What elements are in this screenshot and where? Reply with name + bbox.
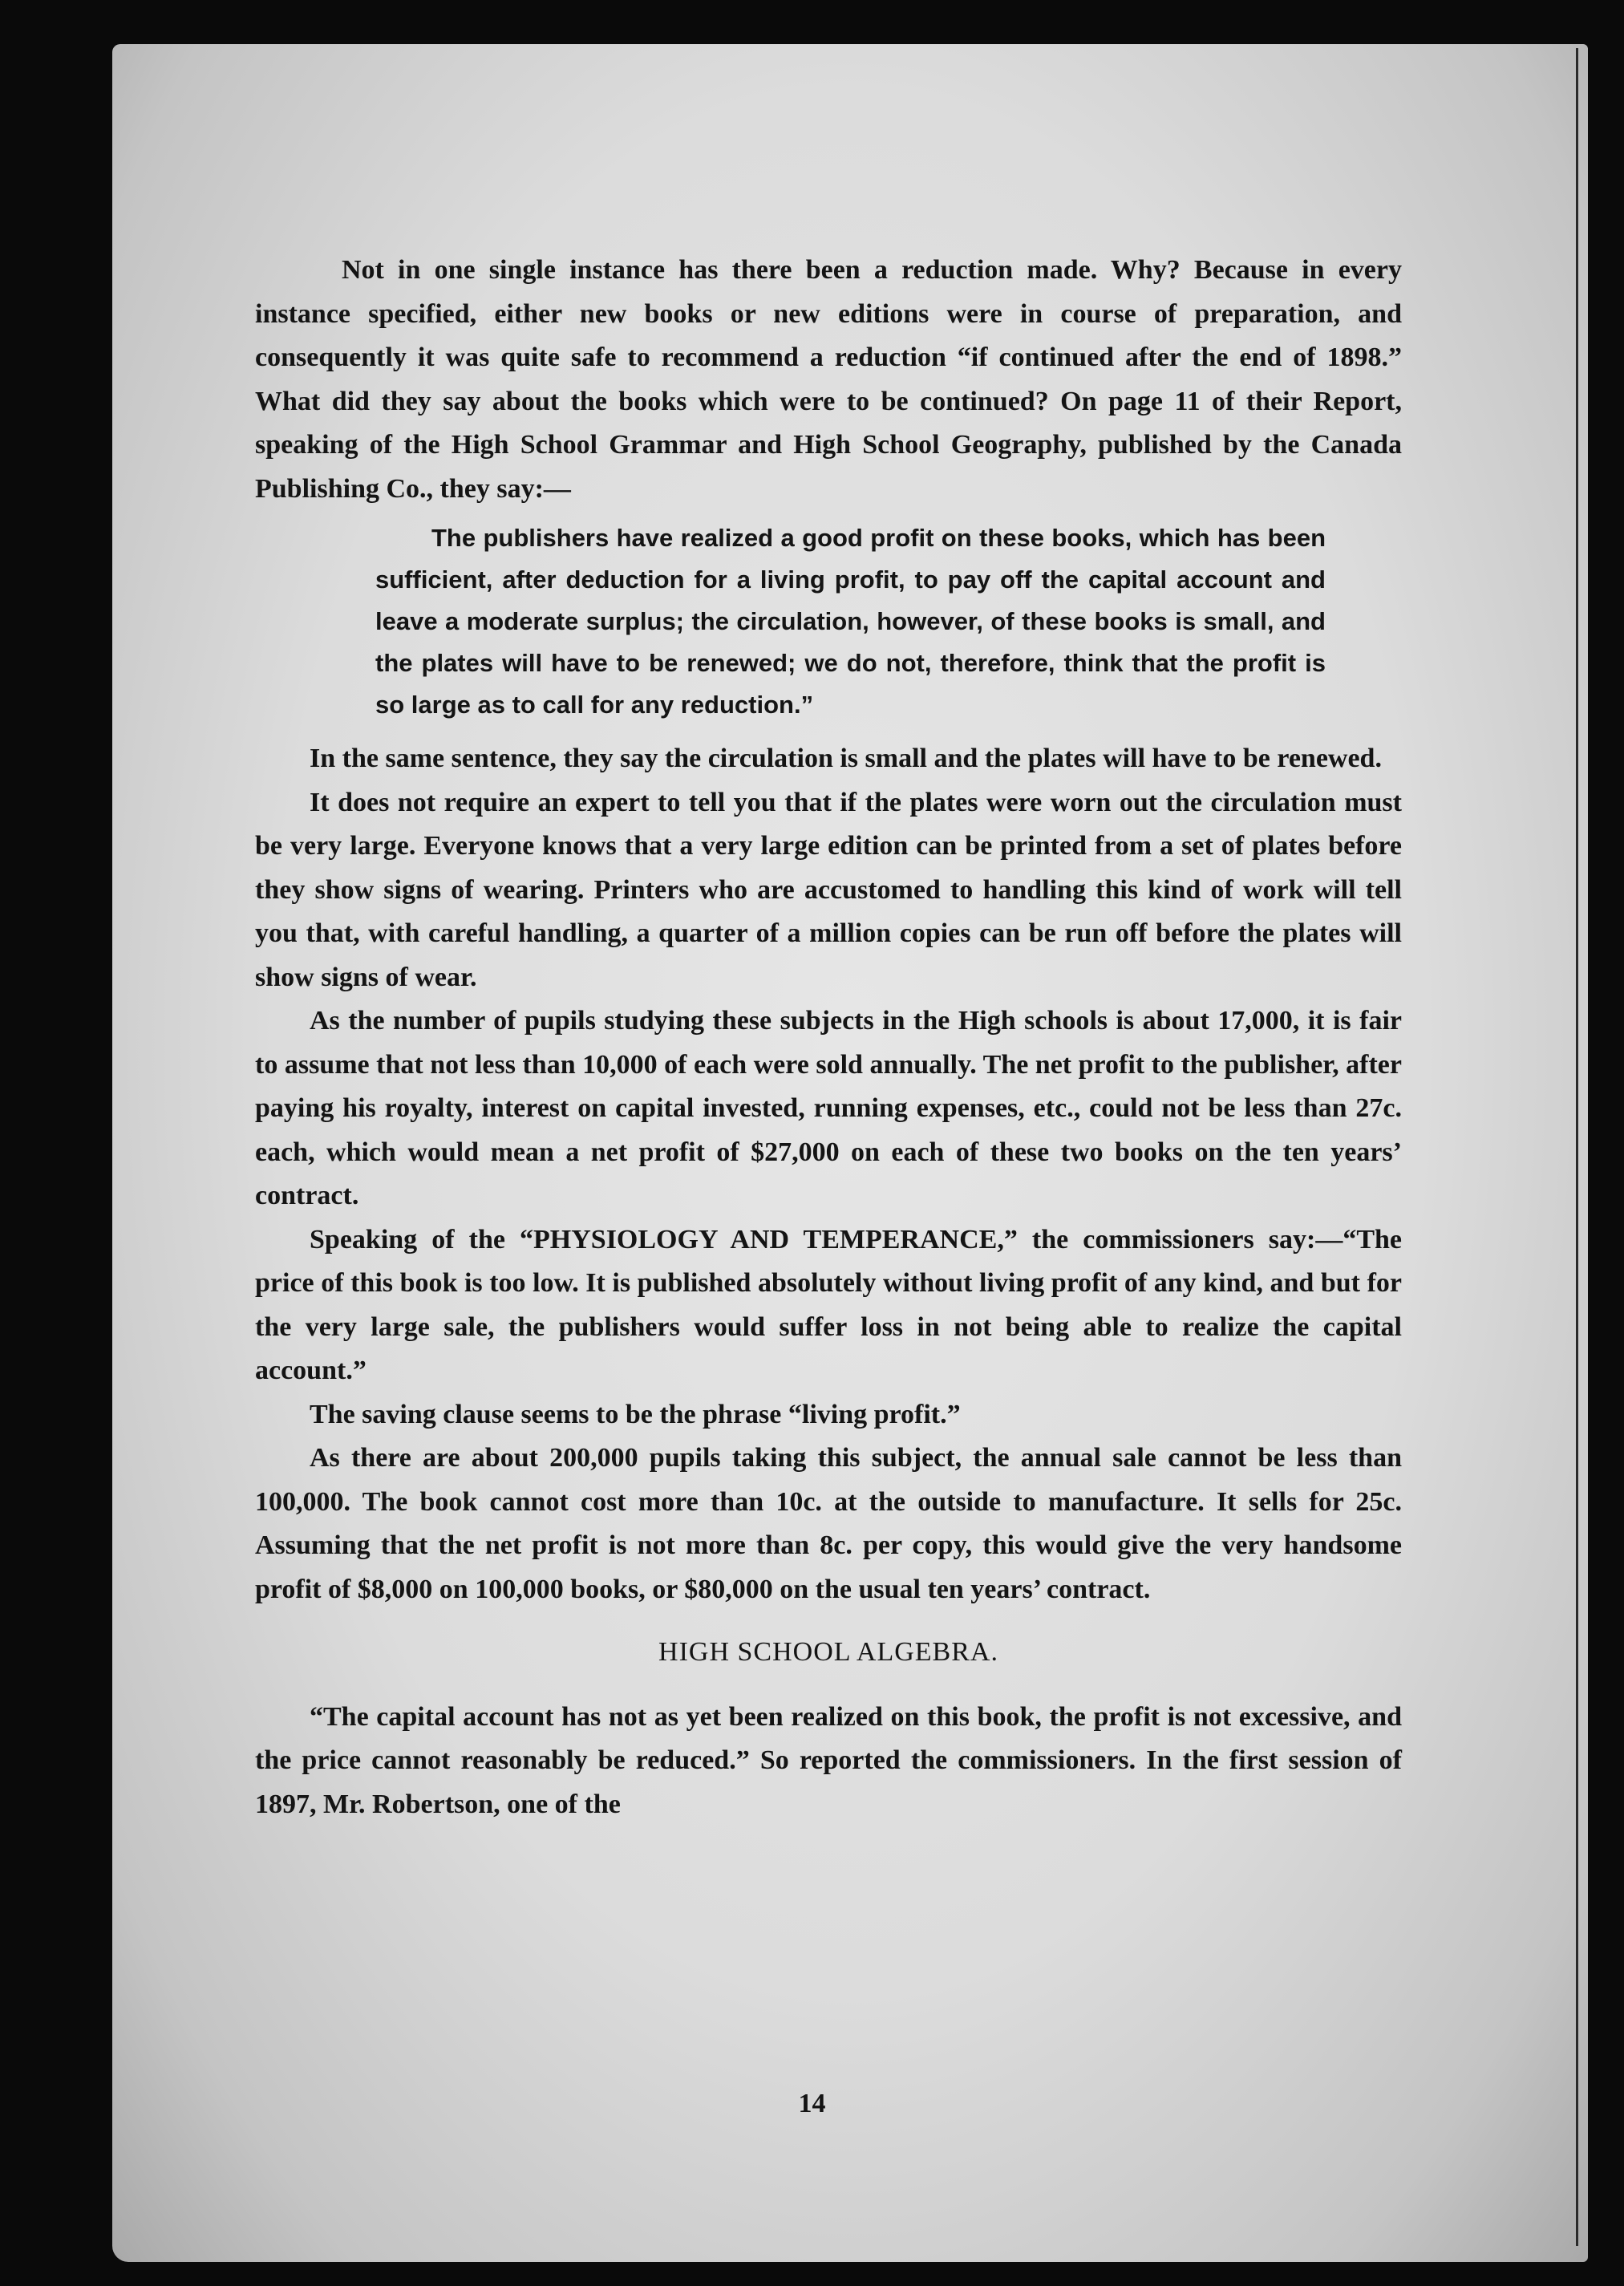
paragraph-same-sentence: In the same sentence, they say the circulation is small and the plates will have to be renewed.: [310, 744, 1382, 773]
paragraph-annual-sale: As there are about 200,000 pupils taking this subject, the annual sale cannot be less than 100,000. The book cannot cost more than 10c. at the outside to manufacture. It sells for 25c. Assuming that the net profit is not more than 8c. per copy, this would give the very handsome profit of $8,000 on 100,000 books, or $80,000 on the usual ten years’ contract.: [255, 1443, 1402, 1604]
section-heading: HIGH SCHOOL ALGEBRA.: [658, 1637, 998, 1667]
paragraph-saving-clause: The saving clause seems to be the phrase “living profit.”: [310, 1399, 961, 1429]
paragraph-algebra: “The capital account has not as yet been realized on this book, the profit is not excessive, and the price cannot reasonably be reduced.” So reported the commissioners. In the first session of 1897, Mr. Robertson, one of the: [255, 1701, 1402, 1819]
page-body: [255, 249, 1402, 1826]
paragraph-pupils: As the number of pupils studying these subjects in the High schools is about 17,000, it is fair to assume that not less than 10,000 of each were sold annually. The net profit to the publisher, after paying his royalty, interest on capital invested, running expenses, etc., could not be less than 27c. each, which would mean a net profit of $27,000 on each of these two books on the ten years’ contract.: [255, 1006, 1402, 1210]
paragraph-reduction: Not in one single instance has there been a reduction made. Why? Because in every instance specified, either new books or new editions were in course of preparation, and consequently it was quite safe to recommend a reduction “if continued after the end of 1898.” What did they say about the books which were to be continued? On page 11 of their Report, speaking of the High School Grammar and High School Geography, published by the Canada Publishing Co., they say:—: [255, 255, 1402, 504]
facing-page-edge: [1576, 48, 1578, 2246]
quoted-report-excerpt: The publishers have realized a good profit on these books, which has been sufficient, after deduction for a living profit, to pay off the capital account and leave a moderate surplus; the circulation, however, of these books is small, and the plates will have to be renewed; we do not, therefore, think that the profit is so large as to call for any reduction.”: [375, 524, 1326, 719]
paragraph-plates: It does not require an expert to tell you that if the plates were worn out the circulation must be very large. Everyone knows that a very large edition can be printed from a set of plates before they show signs of wearing. Printers who are accustomed to handling this kind of work will tell you that, with careful handling, a quarter of a million copies can be run off before the plates will show signs of wear.: [255, 787, 1402, 992]
page-number: 14: [798, 2089, 826, 2118]
paragraph-physiology: Speaking of the “PHYSIOLOGY AND TEMPERANCE,” the commissioners say:—“The price of this book is too low. It is published absolutely without living profit of any kind, and but for the very large sale, the publishers would suffer loss in not being able to realize the capital account.”: [255, 1224, 1402, 1385]
